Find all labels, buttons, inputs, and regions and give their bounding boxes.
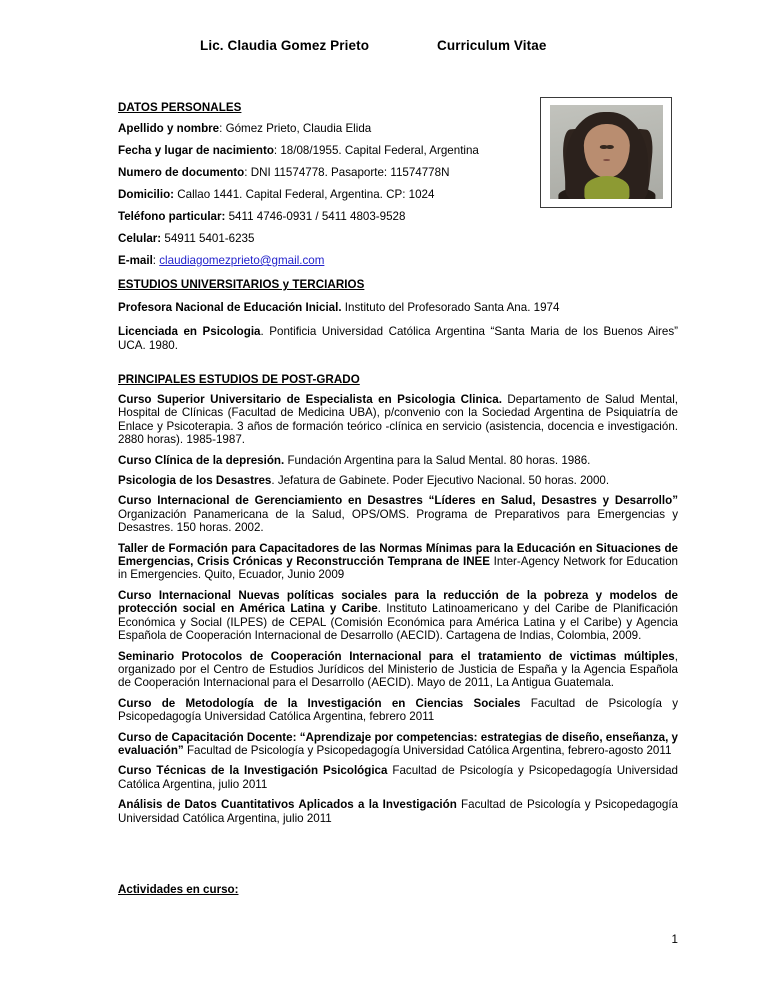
postgraduate-entry — [118, 589, 678, 643]
header-document-type: Curriculum Vitae — [437, 38, 547, 53]
study-entry — [118, 325, 678, 352]
postgraduate-entry — [118, 697, 678, 724]
study-entry — [118, 301, 678, 314]
header-name: Lic. Claudia Gomez Prieto — [200, 38, 370, 53]
field-value: : 18/08/1955. Capital Federal, Argentina — [273, 144, 479, 157]
entry-detail: Facultad de Psicología y Psicopedagogía Universidad Católica Argentina, febrero 2011 — [118, 696, 678, 724]
entry-title: Seminario Protocolos de Cooperación Internacional para el tratamiento de victimas múltiples — [118, 649, 675, 663]
postgraduate-entry — [118, 798, 678, 825]
field-label: Numero de documento — [118, 166, 245, 179]
email-line — [118, 254, 522, 268]
personal-data-row — [118, 188, 522, 202]
entry-detail: . Pontificia Universidad Católica Argentina “Santa Maria de los Buenos Aires” UCA. 1980. — [118, 325, 679, 352]
entry-title: Licenciada en Psicologia — [118, 325, 261, 339]
section-heading-postgraduate: PRINCIPALES ESTUDIOS DE POST-GRADO — [118, 373, 360, 386]
photo-eye-right — [606, 145, 614, 149]
entry-title: Curso Internacional Nuevas políticas sociales para la reducción de la pobreza y modelos de protección social en América Latina y Caribe — [118, 588, 678, 616]
university-studies-section — [118, 278, 678, 363]
personal-data-row — [118, 166, 522, 180]
portrait-photo-frame — [540, 97, 672, 208]
entry-detail: Facultad de Psicología y Psicopedagogía Universidad Católica Argentina, julio 2011 — [118, 764, 678, 791]
photo-face — [583, 124, 629, 178]
field-label: Fecha y lugar de nacimiento — [118, 144, 274, 157]
entry-title: Curso Internacional de Gerenciamiento en Desastres “Líderes en Salud, Desastres y Desarrollo” — [118, 494, 678, 508]
field-label: Apellido y nombre — [118, 122, 220, 135]
university-studies-list — [118, 301, 678, 352]
postgraduate-entry — [118, 474, 678, 487]
section-heading-current-activities: Actividades en curso: — [118, 883, 239, 896]
personal-data-section — [118, 101, 522, 276]
entry-title: Profesora Nacional de Educación Inicial. — [118, 301, 342, 314]
entry-title: Curso Técnicas de la Investigación Psicológica — [118, 764, 388, 778]
postgraduate-entry — [118, 764, 678, 791]
entry-detail: . Jefatura de Gabinete. Poder Ejecutivo Nacional. 50 horas. 2000. — [271, 474, 610, 488]
entry-detail: Fundación Argentina para la Salud Mental. 80 horas. 1986. — [284, 453, 591, 467]
entry-detail: Organización Panamericana de la Salud, OPS/OMS. Programa de Preparativos para Emergencias y Desastres. 150 horas. 2002. — [118, 507, 678, 535]
postgraduate-entry — [118, 542, 678, 582]
photo-mouth — [603, 159, 610, 161]
section-heading-university-studies: ESTUDIOS UNIVERSITARIOS y TERCIARIOS — [118, 278, 365, 291]
postgraduate-entry — [118, 494, 678, 534]
field-label: Teléfono particular: — [118, 210, 226, 223]
entry-detail: . Instituto Latinoamericano y del Caribe de Planificación Económica y Social (ILPES) de CEPAL (Comisión Económica para América Latina y el Caribe) y Agencia Española de Cooperación Internacional de Desarrollo (AECID). Cartagena de Indias, Colombia, 2009. — [118, 602, 678, 643]
portrait-photo — [550, 105, 663, 199]
entry-title: Taller de Formación para Capacitadores de las Normas Mínimas para la Educación en Situaciones de Emergencias, Crisis Crónicas y Reconstrucción Temprana de INEE — [118, 541, 678, 569]
personal-data-row — [118, 210, 522, 224]
page-number: 1 — [671, 933, 678, 946]
current-activities-section — [118, 883, 678, 897]
postgraduate-entry — [118, 393, 678, 447]
document-header — [118, 38, 678, 62]
personal-data-row — [118, 232, 522, 246]
entry-detail: Departamento de Salud Mental, Hospital de Clínicas (Facultad de Medicina UBA), p/convenio con la Sociedad Argentina de Psiquiatría de Enlace y Psicoterapia. 3 años de formación teórico -clínica en servicio (asistencia, docencia e investigación. 2880 horas). 1985-1987. — [118, 393, 678, 447]
entry-title: Curso Superior Universitario de Especialista en Psicologia Clinica. — [118, 393, 502, 406]
field-value: Callao 1441. Capital Federal, Argentina. CP: 1024 — [174, 188, 435, 201]
postgraduate-studies-list — [118, 393, 678, 825]
field-value: 5411 4746-0931 / 5411 4803-9528 — [225, 210, 406, 223]
personal-data-row — [118, 122, 522, 136]
email-label: E-mail — [118, 254, 153, 267]
entry-detail: , organizado por el Centro de Estudios Jurídicos del Ministerio de Justicia de España y la Agencia Española de Cooperación Internacional para el Desarrollo (AECID). Mayo de 2011, La Antigua Guatemala. — [118, 649, 678, 690]
entry-title: Curso de Metodología de la Investigación en Ciencias Sociales — [118, 696, 521, 710]
field-label: Domicilio: — [118, 188, 175, 201]
entry-detail: Facultad de Psicología y Psicopedagogía Universidad Católica Argentina, febrero-agosto 2011 — [183, 743, 672, 757]
entry-detail: Facultad de Psicología y Psicopedagogía Universidad Católica Argentina, julio 2011 — [118, 798, 678, 825]
field-label: Celular: — [118, 232, 162, 245]
postgraduate-entry — [118, 731, 678, 758]
email-link[interactable]: claudiagomezprieto@gmail.com — [159, 254, 325, 267]
field-value: : Gómez Prieto, Claudia Elida — [219, 122, 372, 135]
section-heading-personal-data: DATOS PERSONALES — [118, 101, 242, 114]
field-value: : DNI 11574778. Pasaporte: 11574778N — [244, 166, 450, 179]
postgraduate-entry — [118, 454, 678, 467]
postgraduate-studies-section — [118, 373, 678, 825]
field-value: 54911 5401-6235 — [161, 232, 255, 245]
entry-title: Análisis de Datos Cuantitativos Aplicados a la Investigación — [118, 798, 457, 812]
postgraduate-entry — [118, 650, 678, 690]
personal-data-list — [118, 122, 522, 246]
entry-detail: Inter-Agency Network for Education in Emergencies. Quito, Ecuador, Junio 2009 — [118, 555, 679, 582]
entry-title: Psicologia de los Desastres — [118, 474, 272, 488]
photo-scarf — [584, 176, 629, 199]
personal-data-row — [118, 144, 522, 158]
entry-title: Curso de Capacitación Docente: “Aprendizaje por competencias: estrategias de diseño, enseñanza, y evaluación” — [118, 730, 678, 757]
entry-detail: Instituto del Profesorado Santa Ana. 1974 — [341, 301, 560, 314]
entry-title: Curso Clínica de la depresión. — [118, 453, 285, 467]
email-separator: : — [152, 254, 160, 267]
